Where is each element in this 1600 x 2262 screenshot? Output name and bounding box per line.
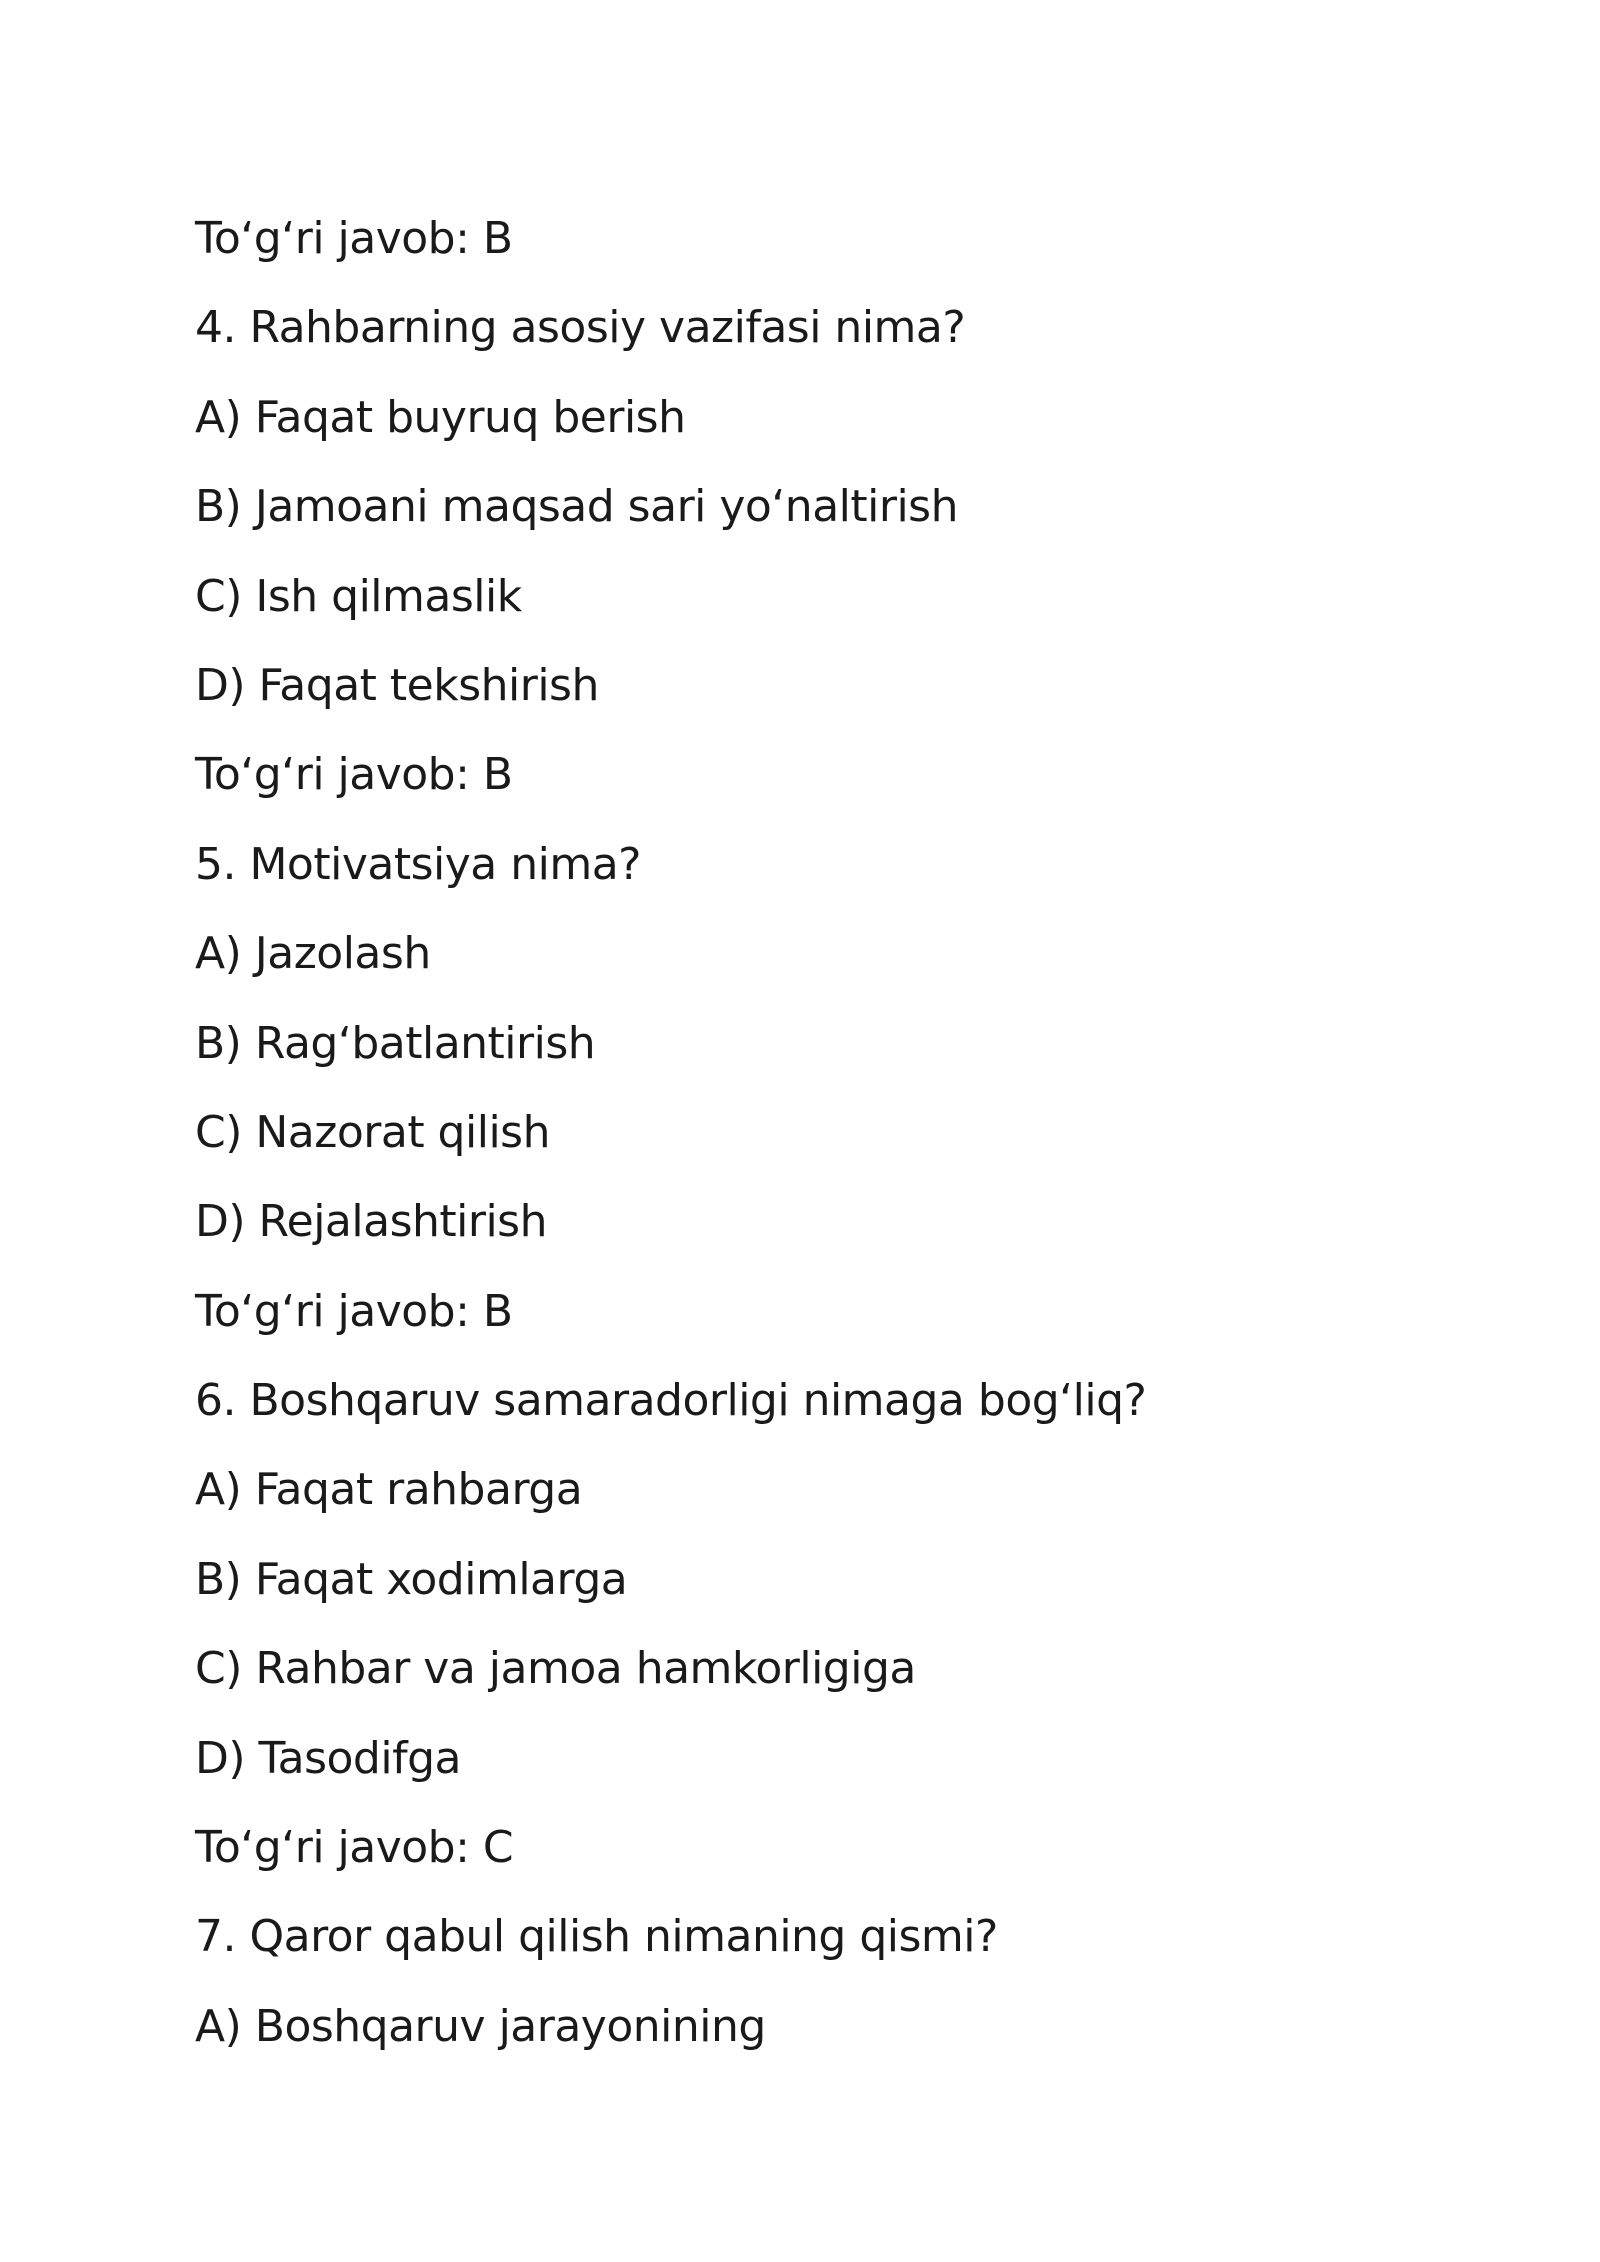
answer-key-q6: To‘g‘ri javob: C	[195, 1822, 514, 1874]
q4-option-a: A) Faqat buyruq berish	[195, 391, 686, 443]
question-4: 4. Rahbarning asosiy vazifasi nima?	[195, 302, 966, 354]
q5-option-a: A) Jazolash	[195, 928, 431, 980]
question-5: 5. Motivatsiya nima?	[195, 838, 642, 890]
answer-key-q5: To‘g‘ri javob: B	[195, 1285, 513, 1337]
q6-option-b: B) Faqat xodimlarga	[195, 1553, 628, 1605]
q4-option-c: C) Ish qilmaslik	[195, 570, 522, 622]
q5-option-d: D) Rejalashtirish	[195, 1196, 547, 1248]
question-7: 7. Qaror qabul qilish nimaning qismi?	[195, 1911, 998, 1963]
answer-key-q3: To‘g‘ri javob: B	[195, 213, 513, 264]
q6-option-d: D) Tasodifga	[195, 1732, 461, 1784]
q5-option-b: B) Rag‘batlantirish	[195, 1017, 596, 1069]
q4-option-d: D) Faqat tekshirish	[195, 659, 599, 711]
q7-option-a: A) Boshqaruv jarayonining	[195, 2000, 766, 2052]
q5-option-c: C) Nazorat qilish	[195, 1106, 550, 1158]
q6-option-a: A) Faqat rahbarga	[195, 1464, 583, 1516]
q6-option-c: C) Rahbar va jamoa hamkorligiga	[195, 1643, 916, 1695]
document-page	[195, 194, 1495, 2071]
answer-key-q4: To‘g‘ri javob: B	[195, 749, 513, 801]
question-6: 6. Boshqaruv samaradorligi nimaga bog‘liq?	[195, 1375, 1147, 1427]
q4-option-b: B) Jamoani maqsad sari yo‘naltirish	[195, 481, 958, 533]
